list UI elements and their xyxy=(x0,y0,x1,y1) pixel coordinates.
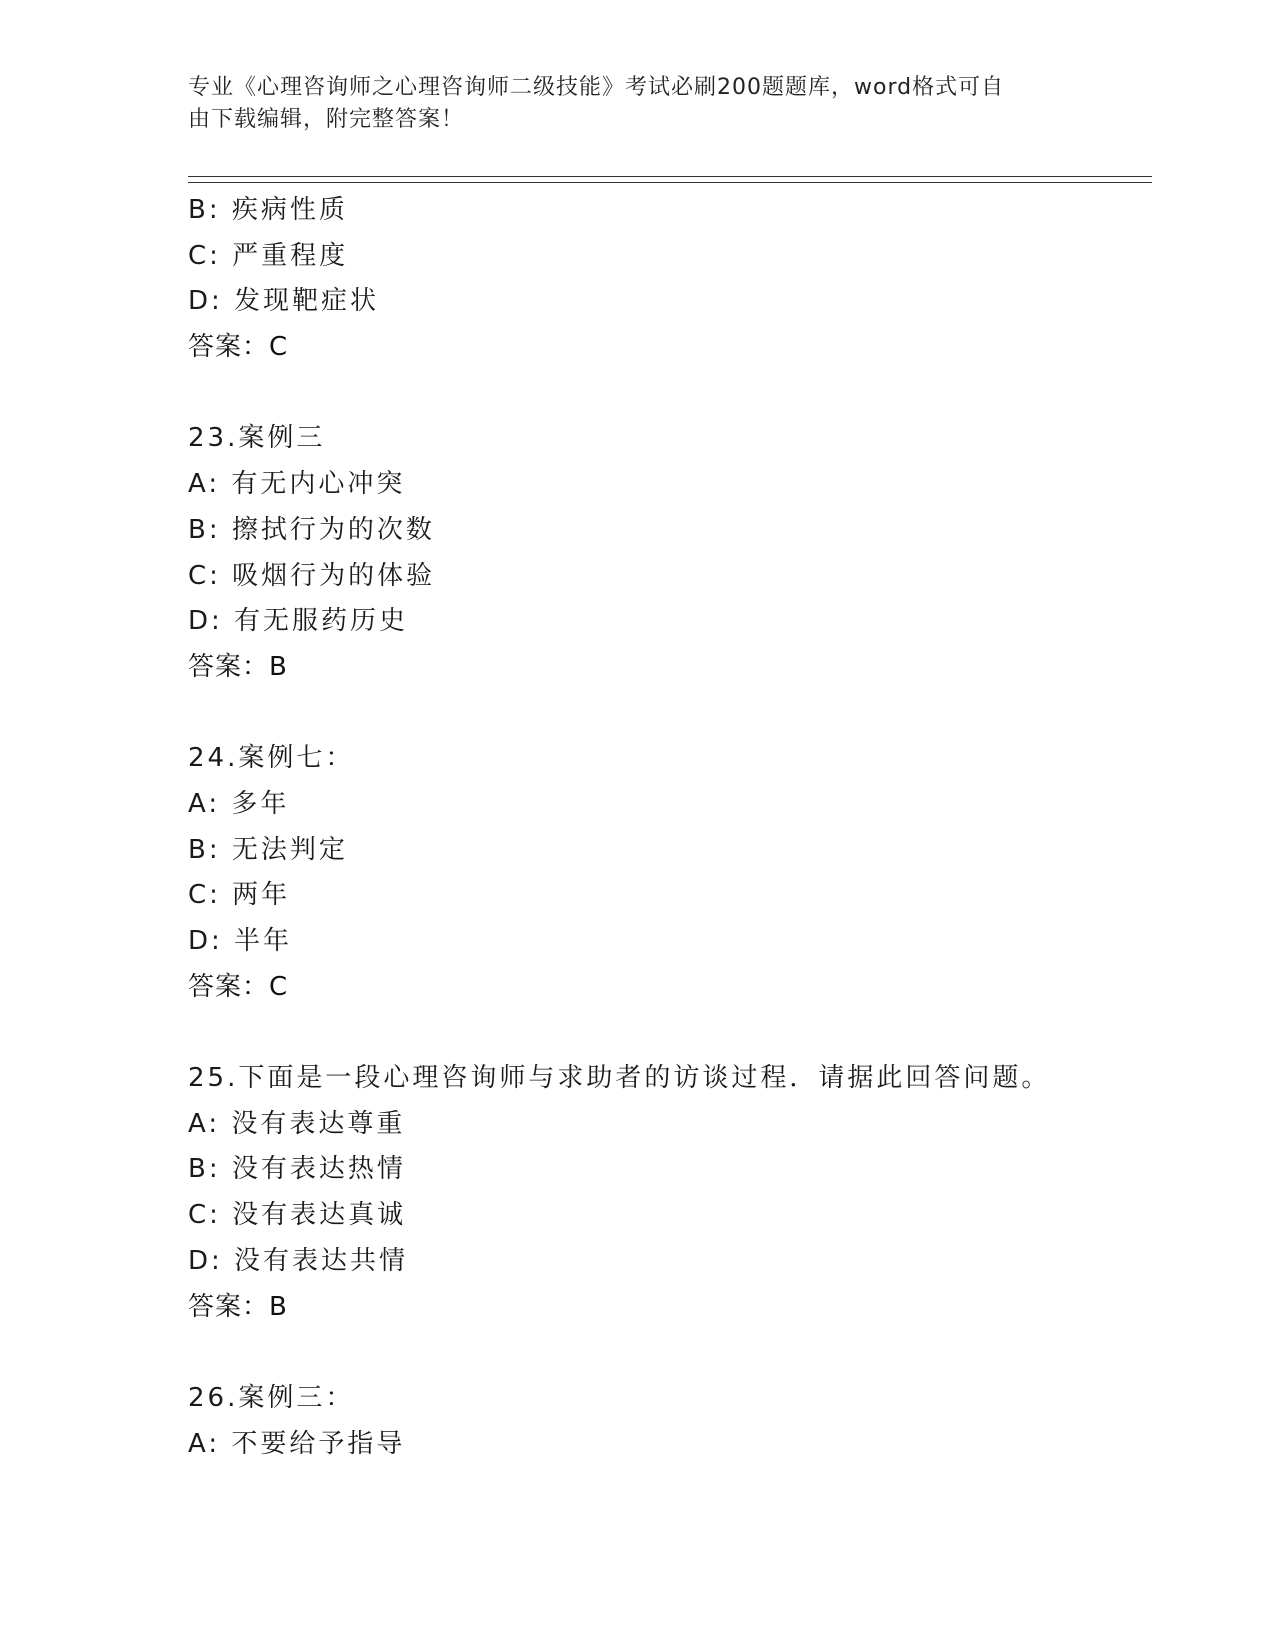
option-b: B: 没有表达热情 xyxy=(188,1154,406,1185)
option-b: B: 无法判定 xyxy=(188,834,348,865)
question-title: 24.案例七： xyxy=(188,743,355,774)
option-d: D: 半年 xyxy=(188,926,293,956)
option-d: D: 没有表达共情 xyxy=(188,1245,409,1276)
question-title: 23.案例三 xyxy=(188,423,326,454)
header-divider-bottom xyxy=(188,182,1152,183)
question-title: 25.下面是一段心理咨询师与求助者的访谈过程．请据此回答问题。 xyxy=(188,1063,1051,1094)
answer-line: 答案：B xyxy=(188,651,288,682)
option-c: C: 两年 xyxy=(188,880,291,911)
spacer xyxy=(188,371,1152,417)
option-a: A: 有无内心冲突 xyxy=(188,469,406,500)
header-divider-top xyxy=(188,176,1152,177)
option-d: D: 有无服药历史 xyxy=(188,606,409,637)
answer-line: 答案：C xyxy=(188,971,289,1002)
option-d: D: 发现靶症状 xyxy=(188,286,380,317)
option-c: C: 吸烟行为的体验 xyxy=(188,560,436,591)
option-a: A: 没有表达尊重 xyxy=(188,1108,406,1139)
option-b: B: 疾病性质 xyxy=(188,195,348,225)
answer-line: 答案：B xyxy=(188,1291,288,1322)
spacer xyxy=(188,1010,1152,1056)
spacer xyxy=(188,691,1152,737)
option-a: A: 多年 xyxy=(188,788,290,819)
header-line-1: 专业《心理咨询师之心理咨询师二级技能》考试必刷200题题库，word格式可自 xyxy=(188,75,1005,100)
option-b: B: 擦拭行为的次数 xyxy=(188,514,435,545)
spacer xyxy=(188,1330,1152,1376)
answer-line: 答案：C xyxy=(188,332,289,363)
question-list xyxy=(188,188,1152,1467)
document-header xyxy=(188,72,1068,136)
option-c: C: 严重程度 xyxy=(188,240,349,271)
option-c: C: 没有表达真诚 xyxy=(188,1200,407,1231)
option-a: A: 不要给予指导 xyxy=(188,1428,406,1459)
header-line-2: 由下载编辑，附完整答案！ xyxy=(188,107,465,132)
question-title: 26.案例三： xyxy=(188,1382,355,1413)
